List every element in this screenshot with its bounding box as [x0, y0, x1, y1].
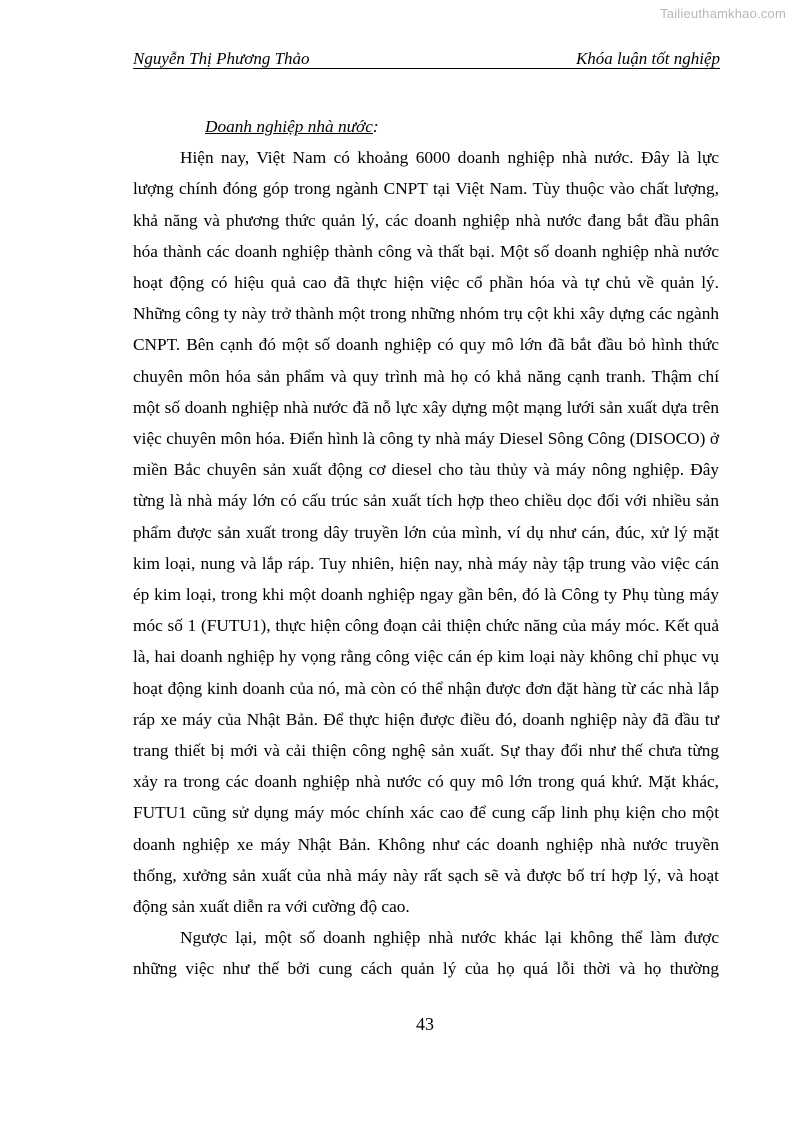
header-author: Nguyễn Thị Phương Thảo: [133, 49, 310, 68]
paragraph: Hiện nay, Việt Nam có khoảng 6000 doanh nghiệp nhà nước. Đây là lực lượng chính đóng góp trong ngành CNPT tại Việt Nam. Tùy thuộc vào chất lượng, khả năng và phương thức quản lý, các doanh nghiệp nhà nước đang bắt đầu phân hóa thành các doanh nghiệp thành công và thất bại. Một số doanh nghiệp nhà nước hoạt động có hiệu quả cao đã thực hiện việc cổ phần hóa và tự chủ về quản lý. Những công ty này trở thành một trong những nhóm trụ cột khi xây dựng các ngành CNPT. Bên cạnh đó một số doanh nghiệp có quy mô lớn đã bắt đầu bỏ hình thức chuyên môn hóa sản phẩm và quy trình mà họ có khả năng cạnh tranh. Thậm chí một số doanh nghiệp nhà nước đã nỗ lực xây dựng một mạng lưới sản xuất dựa trên việc chuyên môn hóa. Điển hình là công ty nhà máy Diesel Sông Công (DISOCO) ở miền Bắc chuyên sản xuất động cơ diesel cho tàu thủy và máy nông nghiệp. Đây từng là nhà máy lớn có cấu trúc sản xuất tích hợp theo chiều dọc đối với nhiều sản phẩm được sản xuất trong dây truyền lớn của mình, ví dụ như cán, đúc, xử lý mặt kim loại, nung và lắp ráp. Tuy nhiên, hiện nay, nhà máy này tập trung vào việc cán ép kim loại, trong khi một doanh nghiệp ngay gần bên, đó là Công ty Phụ tùng máy móc số 1 (FUTU1), thực hiện công đoạn cải thiện chức năng của máy móc. Kết quả là, hai doanh nghiệp hy vọng rằng công việc cán ép kim loại này không chỉ phục vụ hoạt động kinh doanh của nó, mà còn có thể nhận được đơn đặt hàng từ các nhà lắp ráp xe máy của Nhật Bản. Để thực hiện được điều đó, doanh nghiệp này đã đầu tư trang thiết bị mới và cải thiện công nghệ sản xuất. Sự thay đổi như thế chưa từng xảy ra trong các doanh nghiệp nhà nước có quy mô lớn trong quá khứ. Mặt khác, FUTU1 cũng sử dụng máy móc chính xác cao để cung cấp linh phụ kiện cho một doanh nghiệp xe máy Nhật Bản. Không như các doanh nghiệp nhà nước truyền thống, xưởng sản xuất của nhà máy này rất sạch sẽ và được bố trí hợp lý, và hoạt động sản xuất diễn ra với cường độ cao.: [133, 148, 719, 917]
section-heading-text: Doanh nghiệp nhà nước: [205, 117, 373, 136]
page-number: 43: [416, 1014, 434, 1034]
section-heading-suffix: :: [372, 117, 379, 136]
page-header: [133, 48, 720, 69]
section-heading: [133, 111, 719, 142]
header-doc-type: Khóa luận tốt nghiệp: [575, 49, 720, 68]
watermark: Tailieuthamkhao.com: [660, 6, 786, 21]
page-content: [133, 111, 719, 985]
paragraph: Ngược lại, một số doanh nghiệp nhà nước khác lại không thể làm được những việc như thế bởi cung cách quản lý của họ quá lỗi thời và họ thường: [133, 928, 719, 979]
